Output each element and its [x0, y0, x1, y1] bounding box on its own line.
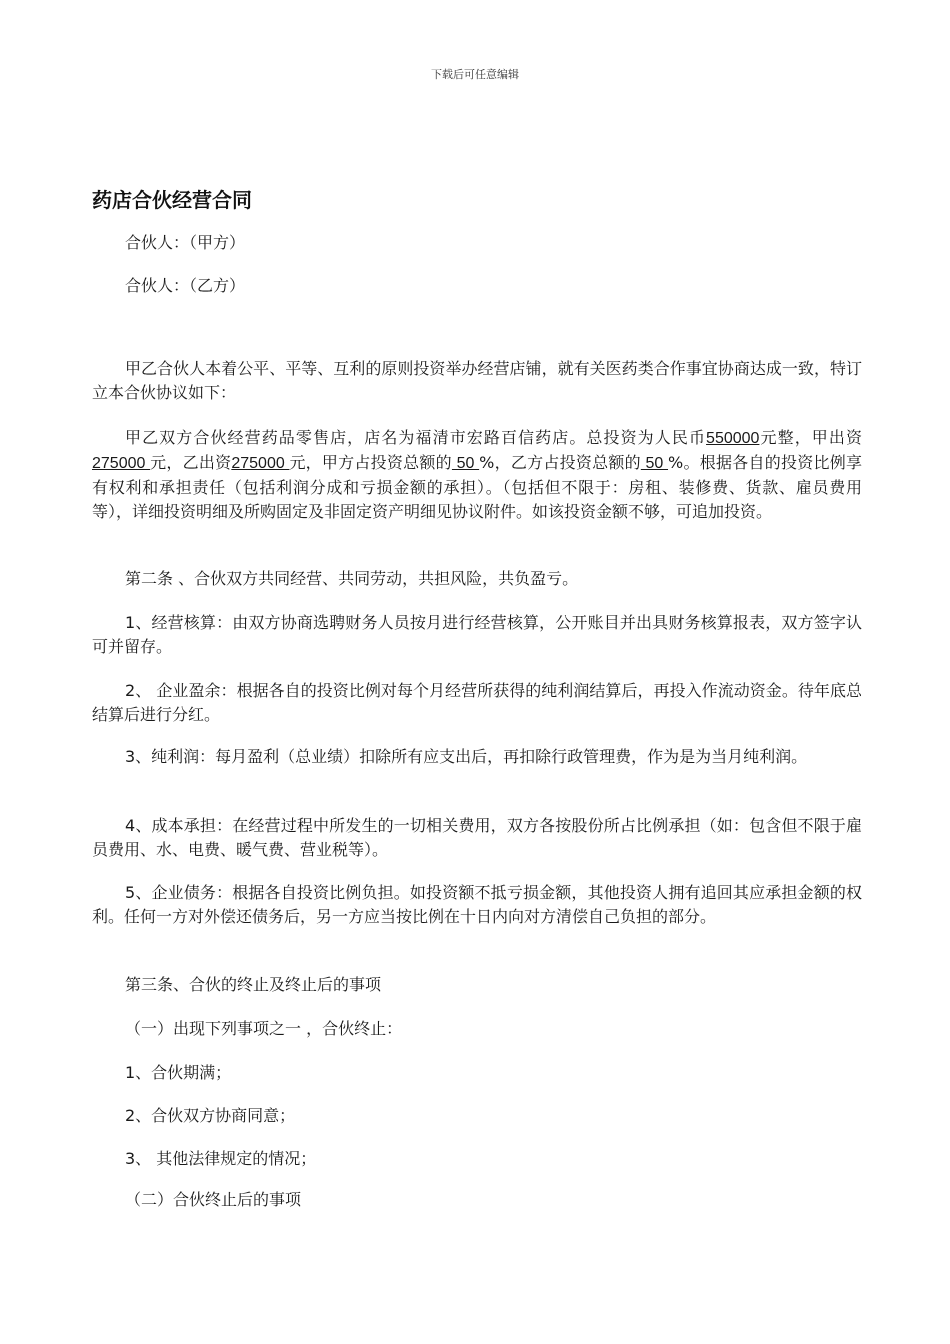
total-investment-value: 550000	[706, 430, 760, 447]
party-a-percent-value: 50	[451, 455, 480, 472]
article2-item-1: 1、经营核算：由双方协商选聘财务人员按月进行经营核算，公开账目并出具财务核算报表，双方签字认可并留存。	[92, 613, 862, 656]
article1-text-4: 元，甲方占投资总额的	[289, 453, 452, 472]
article1-text-5: %，乙方占投资总额的	[479, 453, 641, 472]
intro-paragraph: 甲乙合伙人本着公平、平等、互利的原则投资举办经营店铺，就有关医药类合作事宜协商达成一致，特订立本合伙协议如下：	[92, 359, 862, 402]
article3-section-2: （二）合伙终止后的事项	[125, 1190, 302, 1209]
article3-item-1: 1、合伙期满；	[125, 1063, 232, 1082]
partner-a-line: 合伙人：（甲方）	[125, 233, 246, 252]
article3-item-3: 3、 其他法律规定的情况；	[125, 1149, 317, 1168]
partner-b-line: 合伙人：（乙方）	[125, 276, 246, 295]
article2-item-5: 5、企业债务：根据各自投资比例负担。如投资额不抵亏损金额，其他投资人拥有追回其应承担金额的权利。任何一方对外偿还债务后，另一方应当按比例在十日内向对方清偿自己负担的部分。	[92, 883, 862, 926]
article1-text-2: 元整，甲出资	[759, 428, 862, 447]
article3-item-2: 2、合伙双方协商同意；	[125, 1106, 296, 1125]
article1-text-6: %。根据各自的投资比例享有权利和承担责任（包括利润分成和亏损金额的承担）。（包括但不限于：房租、装修费、货款、雇员费用等），详细投资明细及所购固定及非固定资产明细见协议附件。如该投资金额不够，可追加投资。	[92, 453, 862, 521]
document-title: 药店合伙经营合同	[92, 188, 252, 212]
article3-heading: 第三条、合伙的终止及终止后的事项	[125, 975, 382, 994]
article2-heading: 第二条 、合伙双方共同经营、共同劳动，共担风险，共负盈亏。	[125, 569, 579, 588]
party-a-investment-value: 275000	[92, 455, 151, 472]
article3-section-1: （一）出现下列事项之一 ，合伙终止：	[125, 1019, 403, 1038]
header-note: 下载后可任意编辑	[431, 68, 519, 81]
article1-paragraph	[92, 426, 862, 524]
party-b-percent-value: 50	[640, 455, 669, 472]
article1-text-3: 元，乙出资	[150, 453, 232, 472]
article2-item-3: 3、纯利润：每月盈利（总业绩）扣除所有应支出后，再扣除行政管理费，作为是为当月纯利润。	[125, 747, 808, 766]
article1-text-1: 甲乙双方合伙经营药品零售店，店名为福清市宏路百信药店。总投资为人民币	[125, 428, 707, 447]
article2-item-2: 2、 企业盈余：根据各自的投资比例对每个月经营所获得的纯利润结算后，再投入作流动资金。待年底总结算后进行分红。	[92, 681, 862, 724]
article2-item-4: 4、成本承担：在经营过程中所发生的一切相关费用，双方各按股份所占比例承担（如：包含但不限于雇员费用、水、电费、暖气费、营业税等）。	[92, 816, 862, 859]
party-b-investment-value: 275000	[231, 455, 290, 472]
